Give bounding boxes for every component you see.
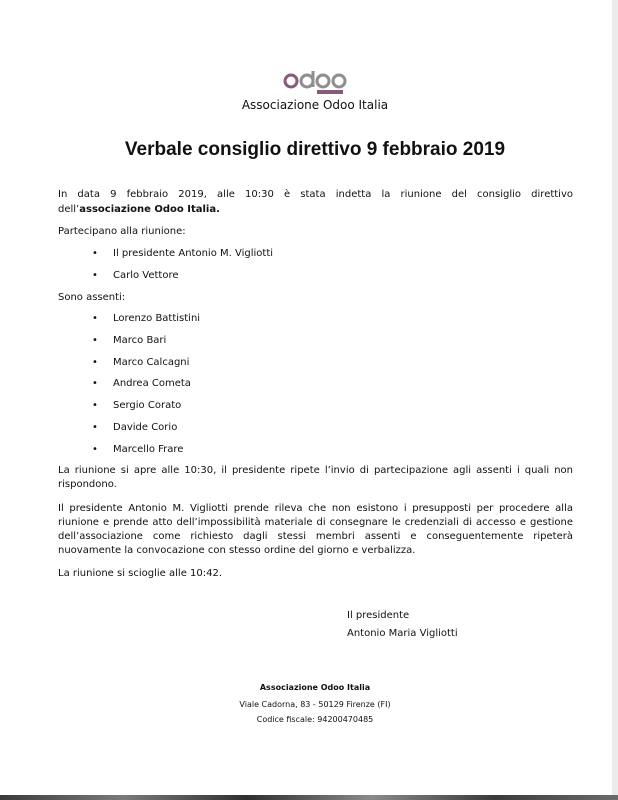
page-bottom-edge [0,795,618,800]
odoo-logo [283,70,347,96]
association-name: Associazione Odoo Italia [241,98,389,112]
footer-address: Viale Cadorna, 83 - 50129 Firenze (FI) [239,700,391,709]
absent-item: • Davide Corio [92,422,178,433]
absent-item: • Lorenzo Battistini [92,313,201,324]
document-title: Verbale consiglio direttivo 9 febbraio 2019 [124,139,506,160]
absent-item: • Sergio Corato [92,400,182,411]
attendees-label: Partecipano alla riunione: [58,226,186,237]
footer-tax-code: Codice fiscale: 94200470485 [256,715,374,724]
intro-prefix: dell’ [58,204,80,215]
signature-role: Il presidente [347,610,410,621]
attendee-item: • Carlo Vettore [92,270,179,281]
absent-item: • Andrea Cometa [92,378,191,389]
viewer-right-gutter [612,0,618,800]
paragraph-president: Il presidente Antonio M. Vigliotti prende rileva che non esistono i presupposti per procedere alla riunione e prende atto dell’impossibilità materiale di consegnare le credenziali di accesso e gestione dell’associazione come richiesto dagli stessi membri assenti e conseguentemente ripeterà nuovamente la convocazione con stesso ordine del giorno e verbalizza. [58,503,573,556]
attendee-item: • Il presidente Antonio M. Vigliotti [92,248,274,259]
paragraph-opening: La riunione si apre alle 10:30, il presidente ripete l’invio di partecipazione agli assenti i quali non rispondono. [58,465,573,490]
intro-line-1: In data 9 febbraio 2019, alle 10:30 è stata indetta la riunione del consiglio direttivo [58,189,573,200]
absent-item: • Marco Bari [92,335,167,346]
absent-item: • Marco Calcagni [92,357,190,368]
footer-name: Associazione Odoo Italia [259,683,371,692]
closing-line: La riunione si scioglie alle 10:42. [58,568,223,579]
signature-name: Antonio Maria Vigliotti [347,628,458,639]
absent-item: • Marcello Frare [92,444,184,455]
intro-line-2 [58,203,573,217]
absent-label: Sono assenti: [58,292,126,303]
intro-association-bold: associazione Odoo Italia. [79,204,220,215]
